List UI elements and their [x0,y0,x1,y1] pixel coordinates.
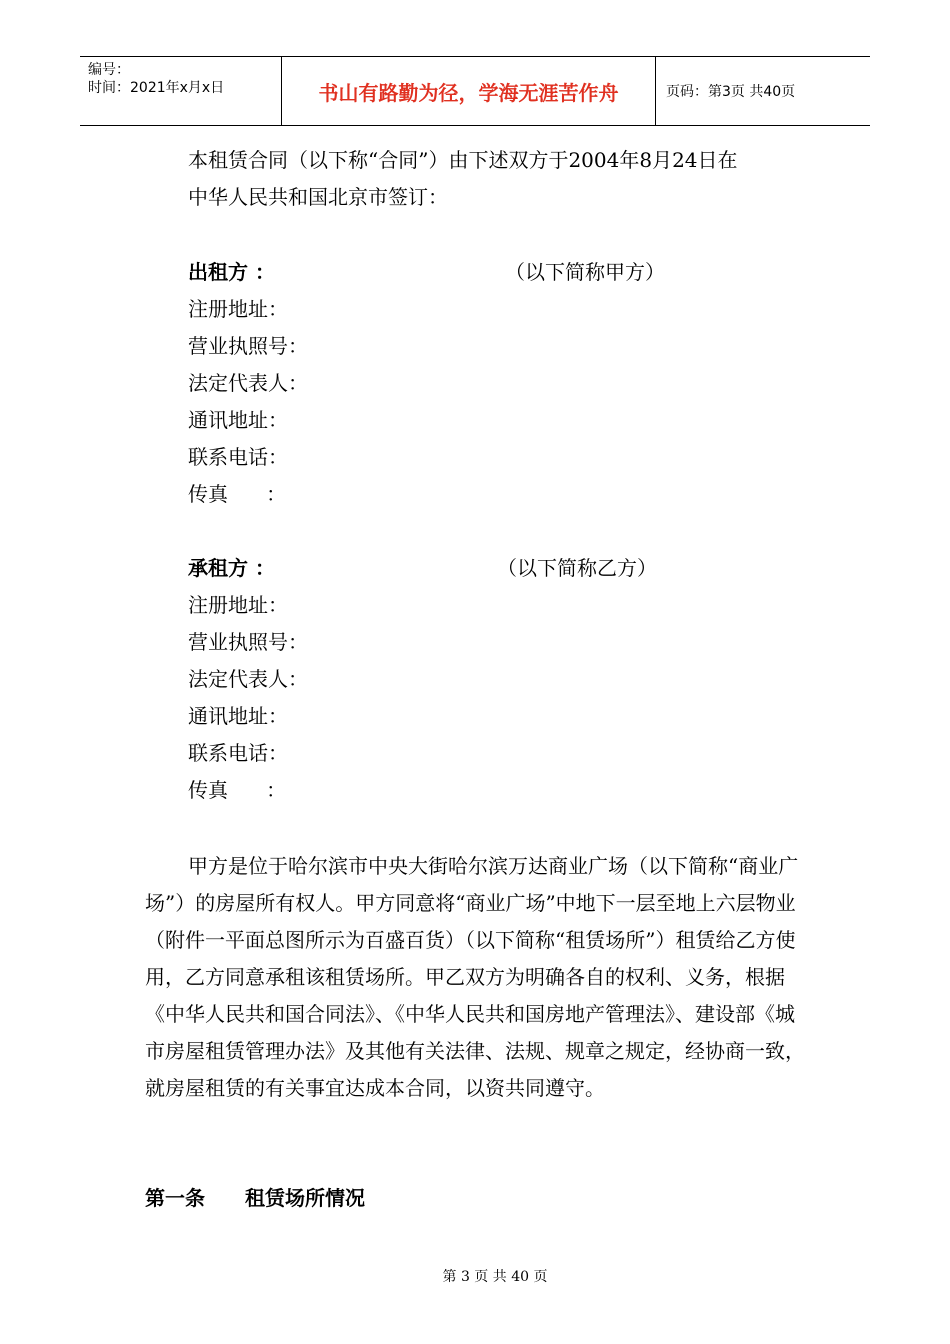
lessor-field: 注册地址： [188,297,288,321]
lessor-field: 通讯地址： [188,408,288,432]
lessor-field: 法定代表人： [188,371,308,395]
header-page-info: 页码：第3页 共40页 [666,84,796,100]
lessee-field: 通讯地址： [188,704,288,728]
lessor-alias: （以下简称甲方） [505,260,665,284]
document-time-label: 时间：2021年x月x日 [88,80,225,96]
lessor-field: 传真 ： [188,482,287,506]
intro-line-1: 本租赁合同（以下称“合同”）由下述双方于2004年8月24日在 [188,148,738,172]
lessee-title: 承租方 ： [188,556,275,580]
lessor-field: 联系电话： [188,445,288,469]
article-number: 第一条 [145,1186,205,1210]
intro-line-2: 中华人民共和国北京市签订： [188,185,448,209]
header-slogan: 书山有路勤为径，学海无涯苦作舟 [282,57,656,125]
article-title: 租赁场所情况 [245,1186,365,1210]
lessor-field: 营业执照号： [188,334,308,358]
lessee-field: 传真 ： [188,778,287,802]
lessee-field: 注册地址： [188,593,288,617]
lessee-field: 联系电话： [188,741,288,765]
header-meta [80,57,282,125]
document-number-label: 编号： [88,62,130,78]
lessee-field: 法定代表人： [188,667,308,691]
page-footer: 第 3 页 共 40 页 [442,1269,548,1285]
lessee-alias: （以下简称乙方） [497,556,657,580]
body-paragraph: 甲方是位于哈尔滨市中央大街哈尔滨万达商业广场（以下简称“商业广场”）的房屋所有权人。甲方同意将“商业广场”中地下一层至地上六层物业（附件一平面总图所示为百盛百货）（以下简称“租赁场所”）租赁给乙方使用，乙方同意承租该租赁场所。甲乙双方为明确各自的权利、义务，根据《中华人民共和国合同法》、《中华人民共和国房地产管理法》、建设部《城市房屋租赁管理办法》及其他有关法律、法规、规章之规定，经协商一致，就房屋租赁的有关事宜达成本合同，以资共同遵守。 [145,854,805,1100]
lessor-title: 出租方 ： [188,260,275,284]
lessee-field: 营业执照号： [188,630,308,654]
page-header [80,56,870,126]
